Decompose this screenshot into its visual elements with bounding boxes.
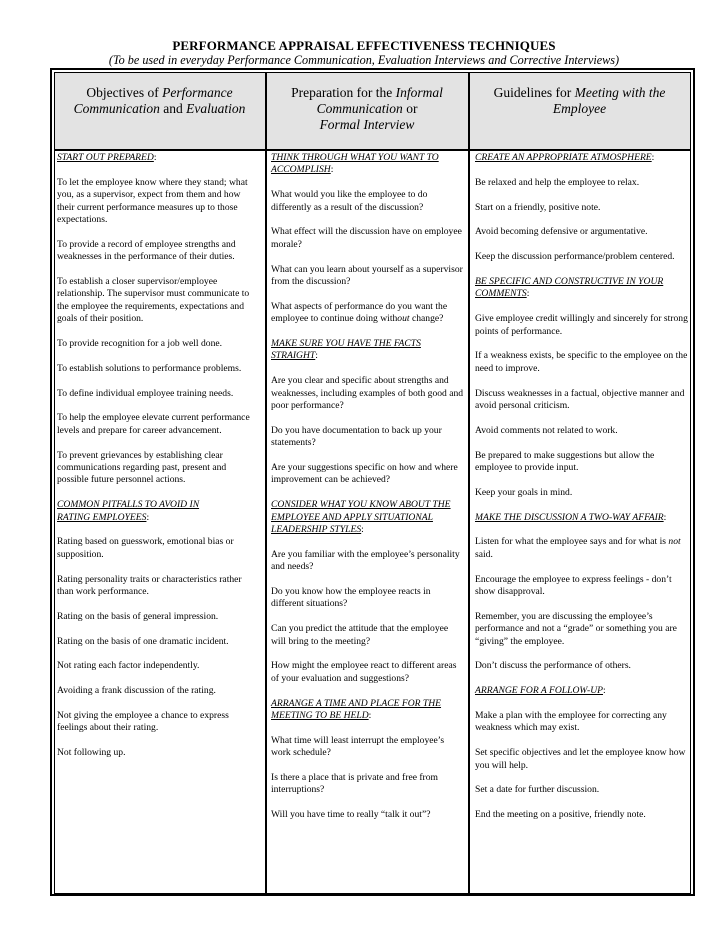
list-item: Don’t discuss the performance of others.: [475, 660, 631, 672]
text-fragment: CONSIDER WHAT YOU KNOW ABOUT THE EMPLOYEE AND APPLY SITUATIONAL LEADERSHIP STYLES: [271, 499, 451, 536]
list-item: To establish a closer supervisor/employee relationship. The supervisor must communicate to the employee the requirements, expectations and goals of their position.: [57, 276, 250, 325]
text-fragment: out: [397, 313, 410, 325]
text-fragment: change?: [409, 313, 444, 325]
list-item: [475, 536, 688, 561]
text-fragment: START OUT PREPARED: [57, 152, 154, 163]
page-title: PERFORMANCE APPRAISAL EFFECTIVENESS TECHNIQUES: [172, 38, 556, 53]
text-fragment: CREATE AN APPROPRIATE ATMOSPHERE: [475, 152, 652, 163]
list-item: To establish solutions to performance problems.: [57, 362, 242, 374]
list-item: Discuss weaknesses in a factual, objective manner and avoid personal criticism.: [475, 387, 685, 411]
section-heading: COMMON PITFALLS TO AVOID IN RATING EMPLOYEES:: [57, 499, 200, 523]
section-heading: MAKE SURE YOU HAVE THE FACTS STRAIGHT:: [271, 338, 421, 362]
list-item: Will you have time to really “talk it out”?: [271, 809, 431, 821]
list-item: Give employee credit willingly and sincerely for strong points of performance.: [475, 313, 688, 337]
list-item: Not giving the employee a chance to express feelings about their rating.: [57, 710, 229, 734]
list-item: Are your suggestions specific on how and where improvement can be achieved?: [271, 462, 458, 486]
column-guidelines: [475, 152, 688, 834]
column-preparation: [271, 152, 464, 834]
text-fragment: THINK THROUGH WHAT YOU WANT TO ACCOMPLISH: [271, 152, 439, 176]
text-fragment: BE SPECIFIC AND CONSTRUCTIVE IN YOUR COMMENTS: [475, 275, 664, 300]
section-heading: START OUT PREPARED:: [57, 152, 157, 163]
header-objectives: Objectives of Performance Communication and Evaluation: [73, 85, 246, 116]
section-heading: BE SPECIFIC AND CONSTRUCTIVE IN YOUR COMMENTS:: [475, 275, 664, 300]
list-item: Rating personality traits or characteristics rather than work performance.: [57, 573, 242, 598]
list-item: To prevent grievances by establishing clear communications regarding past, present and possible future personnel actions.: [57, 449, 227, 486]
list-item: Avoid comments not related to work.: [475, 424, 618, 436]
list-item: To provide a record of employee strengths and weaknesses in the performance of their duties.: [57, 238, 236, 263]
text-fragment: ARRANGE FOR A FOLLOW-UP: [475, 685, 603, 697]
list-item: Set a date for further discussion.: [475, 784, 600, 796]
list-item: What would you like the employee to do differently as a result of the discussion?: [271, 189, 428, 213]
section-heading: THINK THROUGH WHAT YOU WANT TO ACCOMPLISH:: [271, 152, 439, 176]
text-fragment: Listen for what the employee says and for what is: [475, 536, 669, 548]
text-fragment: ARRANGE A TIME AND PLACE FOR THE MEETING TO BE HELD: [271, 697, 442, 722]
list-item: Do you know how the employee reacts in different situations?: [271, 586, 431, 610]
page-subtitle: (To be used in everyday Performance Communication, Evaluation Interviews and Corrective Interviews): [108, 53, 620, 67]
list-item: Not rating each factor independently.: [57, 660, 200, 672]
text-fragment: COMMON PITFALLS TO AVOID IN RATING EMPLOYEES: [57, 499, 200, 523]
list-item: Do you have documentation to back up your statements?: [271, 424, 442, 449]
text-fragment: MAKE SURE YOU HAVE THE FACTS STRAIGHT: [271, 338, 421, 362]
section-heading: ARRANGE FOR A FOLLOW-UP:: [475, 685, 606, 697]
list-item: Avoid becoming defensive or argumentative.: [475, 226, 648, 238]
list-item: Encourage the employee to express feelings - don’t show disapproval.: [475, 573, 672, 597]
text-fragment: said.: [475, 548, 493, 560]
list-item: To provide recognition for a job well done.: [57, 338, 223, 350]
list-item: Make a plan with the employee for correcting any weakness which may exist.: [475, 710, 667, 734]
text-fragment: not: [668, 536, 681, 548]
section-heading: MAKE THE DISCUSSION A TWO-WAY AFFAIR:: [475, 511, 667, 523]
list-item: To define individual employee training needs.: [57, 387, 234, 399]
list-item: Be relaxed and help the employee to relax.: [475, 176, 640, 188]
header-guidelines: Guidelines for Meeting with the Employee: [493, 85, 666, 116]
list-item: Avoiding a frank discussion of the rating.: [57, 685, 216, 697]
list-item: End the meeting on a positive, friendly note.: [475, 809, 646, 821]
list-item: To let the employee know where they stand; what you, as a supervisor, expect from them and how their current performance measures up to those expectations.: [57, 176, 248, 226]
list-item: Is there a place that is private and free from interruptions?: [271, 772, 439, 796]
list-item: If a weakness exists, be specific to the employee on the need to improve.: [475, 350, 688, 374]
list-item: [271, 301, 464, 326]
list-item: Be prepared to make suggestions but allow the employee to provide input.: [475, 449, 655, 473]
list-item: What effect will the discussion have on employee morale?: [271, 226, 462, 250]
list-item: Rating on the basis of general impression.: [57, 610, 219, 622]
list-item: Rating on the basis of one dramatic incident.: [57, 635, 229, 647]
column-divider-2: [468, 73, 470, 893]
list-item: Start on a friendly, positive note.: [475, 201, 601, 213]
list-item: To help the employee elevate current performance levels and prepare for career advancement.: [57, 412, 250, 436]
list-item: Keep the discussion performance/problem centered.: [475, 251, 675, 263]
list-item: Are you familiar with the employee’s personality and needs?: [271, 548, 460, 573]
text-fragment: What aspects of performance do you want the employee to continue doing with: [271, 300, 448, 325]
column-divider-1: [265, 73, 267, 893]
list-item: Can you predict the attitude that the employee will bring to the meeting?: [271, 623, 449, 647]
list-item: Are you clear and specific about strengths and weaknesses, including examples of both good and poor performance?: [271, 375, 464, 412]
list-item: Remember, you are discussing the employee’s performance and not a “grade” or something you are “giving” the employee.: [475, 610, 677, 647]
column-objectives: [57, 152, 260, 772]
list-item: What time will least interrupt the employee’s work schedule?: [271, 734, 445, 759]
section-heading: ARRANGE A TIME AND PLACE FOR THE MEETING TO BE HELD:: [271, 697, 442, 722]
section-heading: CONSIDER WHAT YOU KNOW ABOUT THE EMPLOYEE AND APPLY SITUATIONAL LEADERSHIP STYLES:: [271, 499, 451, 536]
text-fragment: MAKE THE DISCUSSION A TWO-WAY AFFAIR: [475, 511, 664, 523]
header-divider: [54, 149, 691, 151]
header-preparation: Preparation for the Informal Communication or Formal Interview: [291, 85, 443, 132]
list-item: What can you learn about yourself as a supervisor from the discussion?: [271, 263, 463, 288]
section-heading: CREATE AN APPROPRIATE ATMOSPHERE:: [475, 152, 655, 163]
list-item: Rating based on guesswork, emotional bias or supposition.: [57, 536, 234, 560]
list-item: Set specific objectives and let the employee know how you will help.: [475, 747, 686, 771]
list-item: Not following up.: [57, 747, 126, 759]
list-item: Keep your goals in mind.: [475, 486, 573, 498]
list-item: How might the employee react to different areas of your evaluation and suggestions?: [271, 660, 457, 684]
